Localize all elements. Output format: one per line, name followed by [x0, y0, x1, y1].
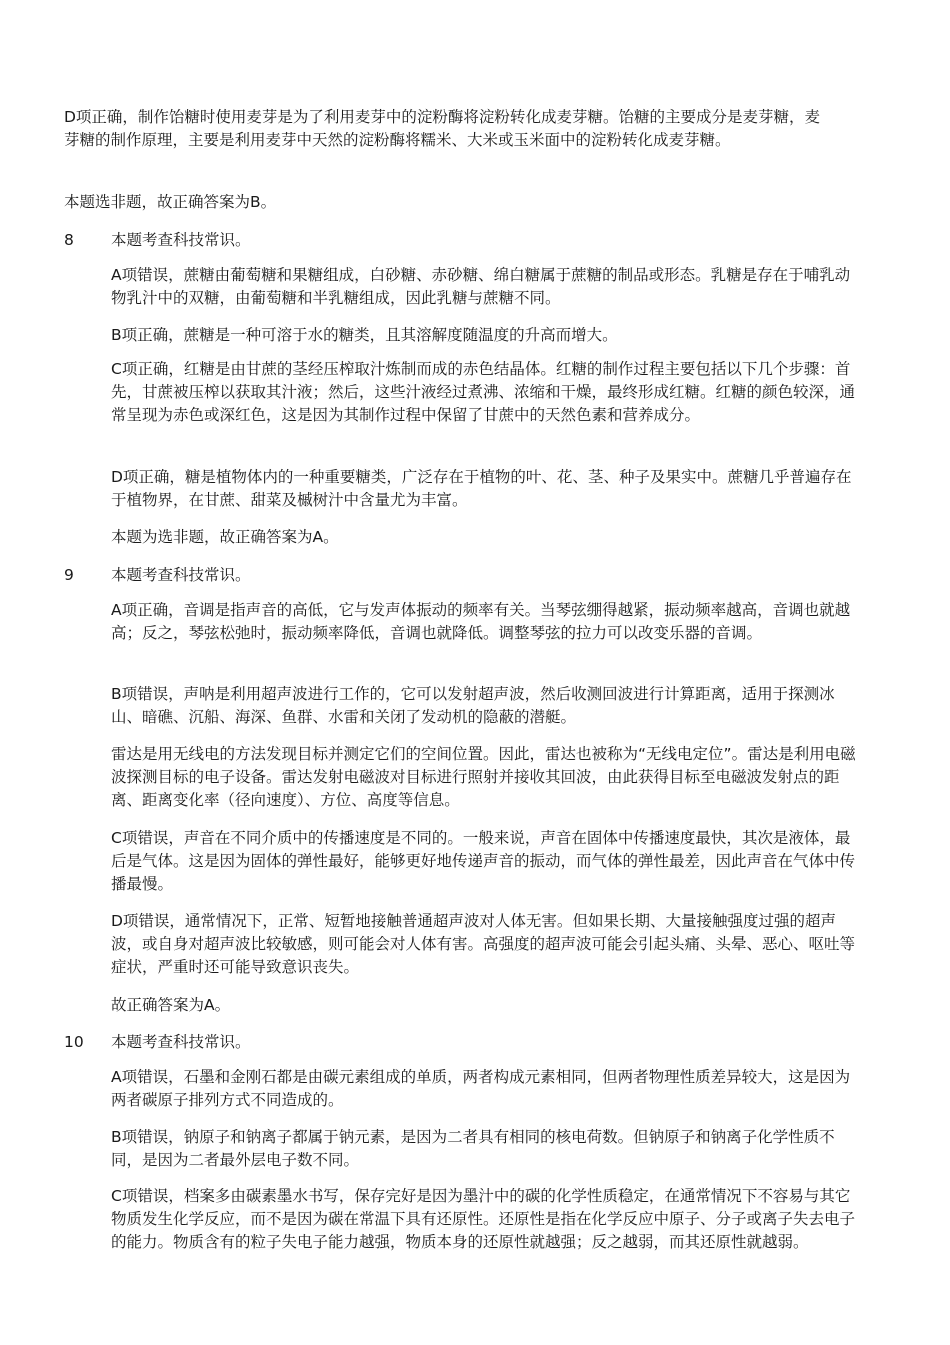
question-number: 8: [64, 231, 74, 249]
option-b-paragraph: B项正确，蔗糖是一种可溶于水的糖类，且其溶解度随温度的升高而增大。: [111, 326, 618, 344]
option-d-paragraph: D项正确，糖是植物体内的一种重要糖类，广泛存在于植物的叶、花、茎、种子及果实中。蔗糖几乎普遍存在于植物界，在甘蔗、甜菜及槭树汁中含量尤为丰富。: [111, 468, 852, 509]
option-a-paragraph: A项正确，音调是指声音的高低，它与发声体振动的频率有关。当琴弦绷得越紧，振动频率越高，音调也就越高；反之，琴弦松弛时，振动频率降低，音调也就降低。调整琴弦的拉力可以改变乐器的音调。: [111, 601, 851, 642]
option-b-paragraph: B项错误，钠原子和钠离子都属于钠元素，是因为二者具有相同的核电荷数。但钠原子和钠离子化学性质不同，是因为二者最外层电子数不同。: [111, 1128, 835, 1169]
option-a-paragraph: A项错误，蔗糖由葡萄糖和果糖组成，白砂糖、赤砂糖、绵白糖属于蔗糖的制品或形态。乳糖是存在于哺乳动物乳汁中的双糖，由葡萄糖和半乳糖组成，因此乳糖与蔗糖不同。: [111, 266, 851, 307]
answer-conclusion: 本题选非题，故正确答案为B。: [64, 193, 277, 211]
option-a-paragraph: A项错误，石墨和金刚石都是由碳元素组成的单质，两者构成元素相同，但两者物理性质差异较大，这是因为两者碳原子排列方式不同造成的。: [111, 1068, 851, 1109]
option-c-paragraph: C项错误，声音在不同介质中的传播速度是不同的。一般来说，声音在固体中传播速度最快，其次是液体，最后是气体。这是因为固体的弹性最好，能够更好地传递声音的振动，而气体的弹性最差，因此声音在气体中传播最慢。: [111, 829, 856, 893]
question-header: 本题考查科技常识。: [111, 231, 251, 249]
question-number: 10: [64, 1033, 84, 1051]
option-c-paragraph: C项错误，档案多由碳素墨水书写，保存完好是因为墨汁中的碳的化学性质稳定，在通常情况下不容易与其它物质发生化学反应，而不是因为碳在常温下具有还原性。还原性是指在化学反应中原子、分子或离子失去电子的能力。物质含有的粒子失电子能力越强，物质本身的还原性就越强；反之越弱，而其还原性就越弱。: [111, 1187, 856, 1251]
answer-conclusion: 本题为选非题，故正确答案为A。: [111, 528, 339, 546]
option-d-paragraph: D项错误，通常情况下，正常、短暂地接触普通超声波对人体无害。但如果长期、大量接触强度过强的超声波，或自身对超声波比较敏感，则可能会对人体有害。高强度的超声波可能会引起头痛、头晕、恶心、呕吐等症状，严重时还可能导致意识丧失。: [111, 912, 856, 976]
question-header: 本题考查科技常识。: [111, 1033, 251, 1051]
option-c-paragraph: C项正确，红糖是由甘蔗的茎经压榨取汁炼制而成的赤色结晶体。红糖的制作过程主要包括以下几个步骤：首先，甘蔗被压榨以获取其汁液；然后，这些汁液经过煮沸、浓缩和干燥，最终形成红糖。红糖的颜色较深，通常呈现为赤色或深红色，这是因为其制作过程中保留了甘蔗中的天然色素和营养成分。: [111, 360, 856, 424]
d-option-paragraph: D项正确，制作饴糖时使用麦芽是为了利用麦芽中的淀粉酶将淀粉转化成麦芽糖。饴糖的主要成分是麦芽糖，麦芽糖的制作原理，主要是利用麦芽中天然的淀粉酶将糯米、大米或玉米面中的淀粉转化成麦芽糖。: [64, 108, 820, 149]
radar-paragraph: 雷达是用无线电的方法发现目标并测定它们的空间位置。因此，雷达也被称为“无线电定位”。雷达是利用电磁波探测目标的电子设备。雷达发射电磁波对目标进行照射并接收其回波，由此获得目标至电磁波发射点的距离、距离变化率（径向速度）、方位、高度等信息。: [111, 745, 856, 809]
answer-conclusion: 故正确答案为A。: [111, 996, 231, 1014]
question-header: 本题考查科技常识。: [111, 566, 251, 584]
question-number: 9: [64, 566, 74, 584]
option-b-paragraph: B项错误，声呐是利用超声波进行工作的，它可以发射超声波，然后收测回波进行计算距离，适用于探测冰山、暗礁、沉船、海深、鱼群、水雷和关闭了发动机的隐蔽的潜艇。: [111, 685, 835, 726]
